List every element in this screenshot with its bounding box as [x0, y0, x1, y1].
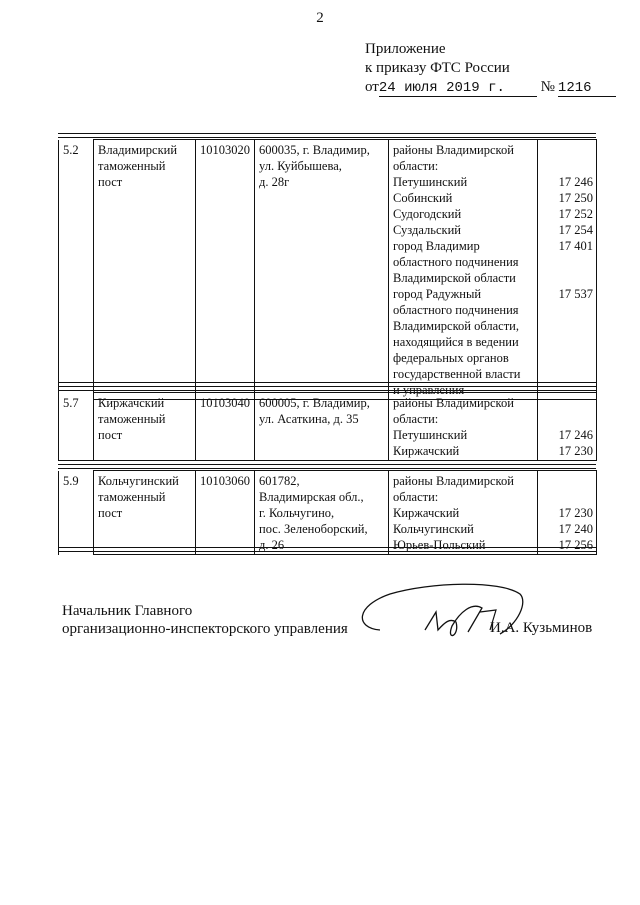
table-row	[59, 471, 597, 555]
post-code: 10103040	[196, 393, 255, 461]
district-line: области:	[393, 490, 439, 504]
address-line: ул. Куйбышева,	[259, 159, 342, 173]
district-code: 17 240	[558, 522, 593, 536]
post-code: 10103020	[196, 140, 255, 400]
district-line: Владимирской области	[393, 271, 516, 285]
district-code: 17 230	[558, 444, 593, 458]
post-name-line: Владимирский	[98, 143, 178, 157]
post-name-line: таможенный	[98, 159, 166, 173]
table-bottom-rule	[58, 547, 596, 552]
district-code: 17 250	[558, 191, 593, 205]
district-line: государственной власти	[393, 367, 521, 381]
district-code: 17 256	[558, 538, 593, 552]
district-line: Киржачский	[393, 444, 460, 458]
post-number: 5.7	[59, 393, 94, 461]
signature-block	[62, 602, 348, 638]
district-line: находящийся в ведении	[393, 335, 519, 349]
district-line: Суздальский	[393, 223, 461, 237]
post-table-5-2	[58, 139, 597, 400]
post-name-line: пост	[98, 428, 123, 442]
district-line: Владимирской области,	[393, 319, 519, 333]
district-line: Кольчугинский	[393, 522, 474, 536]
post-districts	[389, 140, 538, 400]
district-code: 17 537	[558, 287, 593, 301]
post-address	[255, 140, 389, 400]
district-code: 17 254	[558, 223, 593, 237]
district-code	[542, 350, 593, 366]
address-line: пос. Зеленоборский,	[259, 522, 368, 536]
district-code	[542, 395, 593, 411]
post-number: 5.2	[59, 140, 94, 400]
district-line: город Радужный	[393, 287, 482, 301]
post-name-line: Киржачский	[98, 396, 165, 410]
number-prefix: №	[540, 79, 555, 95]
district-code	[542, 142, 593, 158]
post-name-line: пост	[98, 506, 123, 520]
table-top-rule	[58, 386, 596, 391]
table-row	[59, 140, 597, 400]
district-code	[542, 489, 593, 505]
order-date: 24 июля 2019 г.	[379, 80, 537, 97]
district-code	[542, 318, 593, 334]
post-districts	[389, 471, 538, 555]
district-code	[542, 254, 593, 270]
post-address	[255, 393, 389, 461]
district-line: Петушинский	[393, 175, 468, 189]
district-code	[542, 302, 593, 318]
district-code	[542, 473, 593, 489]
district-code: 17 252	[558, 207, 593, 221]
district-code: 17 401	[558, 239, 593, 253]
district-line: районы Владимирской	[393, 396, 514, 410]
district-code: 17 246	[558, 175, 593, 189]
district-line: Юрьев-Польский	[393, 538, 486, 552]
district-code	[542, 270, 593, 286]
date-prefix: от	[365, 79, 379, 95]
district-line: Киржачский	[393, 506, 460, 520]
post-name	[94, 140, 196, 400]
district-codes	[538, 393, 597, 461]
order-number: 1216	[558, 80, 616, 97]
address-line: 600005, г. Владимир,	[259, 396, 370, 410]
signer-name: И.А. Кузьминов	[490, 620, 593, 636]
table-row	[59, 393, 597, 461]
signer-title-line2: организационно-инспекторского управления	[62, 621, 348, 637]
appendix-order-ref: к приказу ФТС России	[365, 60, 510, 76]
table-top-rule	[58, 133, 596, 138]
address-line: Владимирская обл.,	[259, 490, 364, 504]
address-line: д. 26	[259, 538, 285, 552]
district-code	[542, 411, 593, 427]
district-line: областного подчинения	[393, 303, 519, 317]
post-name-line: Кольчугинский	[98, 474, 179, 488]
district-line: области:	[393, 412, 439, 426]
district-line: Собинский	[393, 191, 453, 205]
district-line: город Владимир	[393, 239, 480, 253]
district-code	[542, 366, 593, 382]
post-name-line: таможенный	[98, 490, 166, 504]
district-code	[542, 334, 593, 350]
address-line: г. Кольчугино,	[259, 506, 335, 520]
post-address	[255, 471, 389, 555]
post-name-line: таможенный	[98, 412, 166, 426]
post-code: 10103060	[196, 471, 255, 555]
handwritten-signature	[350, 578, 530, 658]
address-line: 601782,	[259, 474, 300, 488]
page-number: 2	[316, 10, 324, 26]
district-line: федеральных органов	[393, 351, 509, 365]
address-line: ул. Асаткина, д. 35	[259, 412, 359, 426]
post-name	[94, 471, 196, 555]
district-line: Петушинский	[393, 428, 468, 442]
district-line: Судогодский	[393, 207, 462, 221]
district-line: районы Владимирской	[393, 143, 514, 157]
district-code: 17 246	[558, 428, 593, 442]
district-code: 17 230	[558, 506, 593, 520]
district-line: областного подчинения	[393, 255, 519, 269]
address-line: 600035, г. Владимир,	[259, 143, 370, 157]
district-line: области:	[393, 159, 439, 173]
appendix-title: Приложение	[365, 41, 446, 57]
district-line: районы Владимирской	[393, 474, 514, 488]
signer-title-line1: Начальник Главного	[62, 603, 193, 619]
post-name	[94, 393, 196, 461]
district-codes	[538, 471, 597, 555]
post-table-5-7	[58, 392, 597, 461]
table-top-rule	[58, 464, 596, 469]
post-districts	[389, 393, 538, 461]
appendix-date-row	[365, 78, 616, 97]
post-table-5-9	[58, 470, 597, 555]
post-name-line: пост	[98, 175, 123, 189]
post-number: 5.9	[59, 471, 94, 555]
appendix-header	[365, 40, 616, 97]
address-line: д. 28г	[259, 175, 290, 189]
district-codes	[538, 140, 597, 400]
district-line: и управления	[393, 383, 465, 397]
district-code	[542, 158, 593, 174]
